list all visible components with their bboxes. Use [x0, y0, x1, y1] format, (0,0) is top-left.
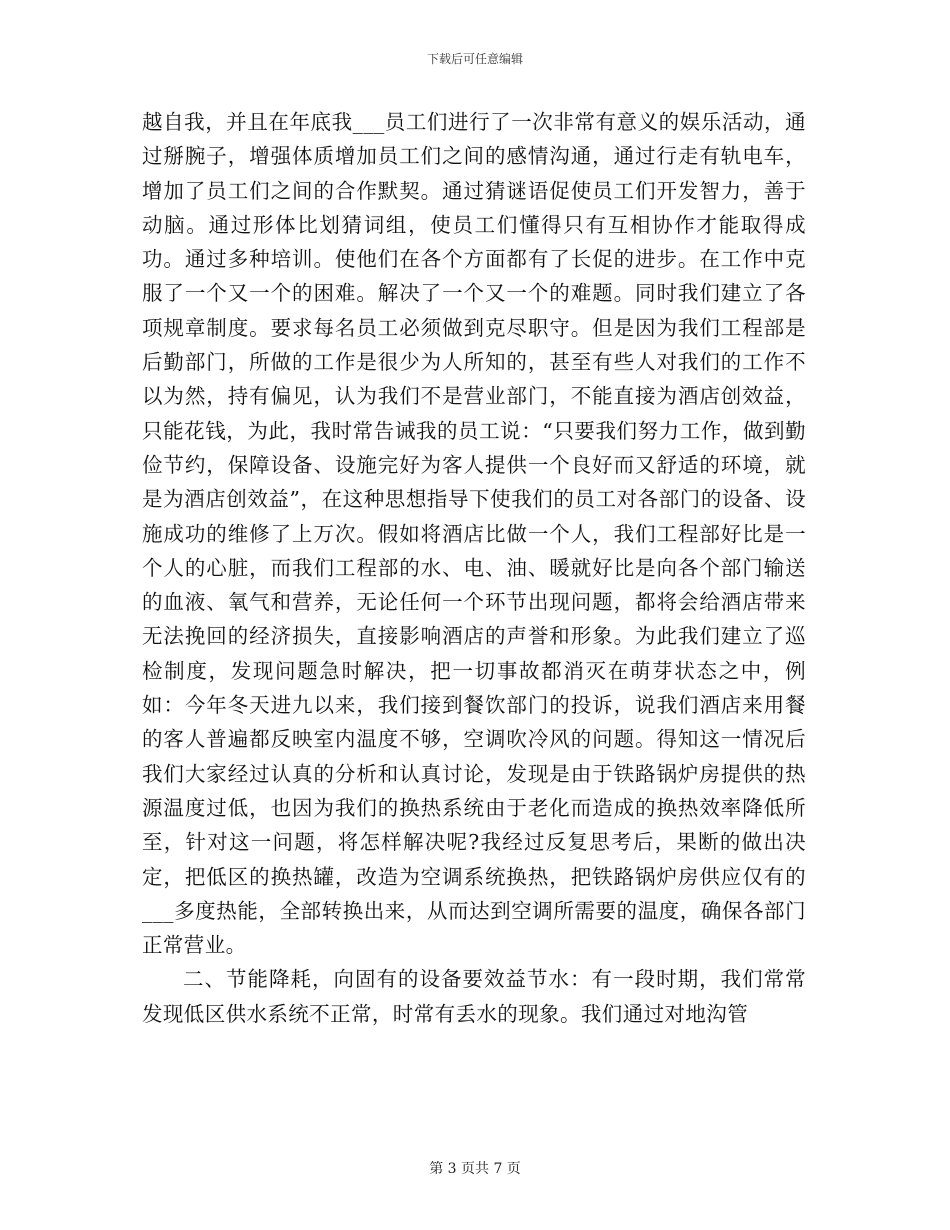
page-header: 下载后可任意编辑 [426, 52, 523, 66]
document-body [142, 105, 806, 1031]
body-paragraph-2: 二、节能降耗，向固有的设备要效益节水：有一段时期，我们常常发现低区供水系统不正常，时常有丢水的现象。我们通过对地沟管 [142, 967, 806, 1026]
body-paragraph-1: 越自我，并且在年底我___员工们进行了一次非常有意义的娱乐活动，通过掰腕子，增强体质增加员工们之间的感情沟通，通过行走有轨电车，增加了员工们之间的合作默契。通过猜谜语促使员工们开发智力，善于动脑。通过形体比划猜词组，使员工们懂得只有互相协作才能取得成功。通过多种培训。使他们在各个方面都有了长促的进步。在工作中克服了一个又一个的困难。解决了一个又一个的难题。同时我们建立了各项规章制度。要求每名员工必须做到克尽职守。但是因为我们工程部是后勤部门，所做的工作是很少为人所知的，甚至有些人对我们的工作不以为然，持有偏见，认为我们不是营业部门，不能直接为酒店创效益，只能花钱，为此，我时常告诫我的员工说：“只要我们努力工作，做到勤俭节约，保障设备、设施完好为客人提供一个良好而又舒适的环境，就是为酒店创效益”，在这种思想指导下使我们的员工对各部门的设备、设施成功的维修了上万次。假如将酒店比做一个人，我们工程部好比是一个人的心脏，而我们工程部的水、电、油、暖就好比是向各个部门输送的血液、氧气和营养，无论任何一个环节出现问题，都将会给酒店带来无法挽回的经济损失，直接影响酒店的声誉和形象。为此我们建立了巡检制度，发现问题急时解决，把一切事故都消灭在萌芽状态之中，例如：今年冬天进九以来，我们接到餐饮部门的投诉，说我们酒店来用餐的客人普遍都反映室内温度不够，空调吹冷风的问题。得知这一情况后我们大家经过认真的分析和认真讨论，发现是由于铁路锅炉房提供的热源温度过低，也因为我们的换热系统由于老化而造成的换热效率降低所至，针对这一问题，将怎样解决呢?我经过反复思考后，果断的做出决定，把低区的换热罐，改造为空调系统换热，把铁路锅炉房供应仅有的___多度热能，全部转换出来，从而达到空调所需要的温度，确保各部门正常营业。 [142, 110, 806, 958]
page-footer: 第 3 页共 7 页 [429, 1161, 521, 1177]
